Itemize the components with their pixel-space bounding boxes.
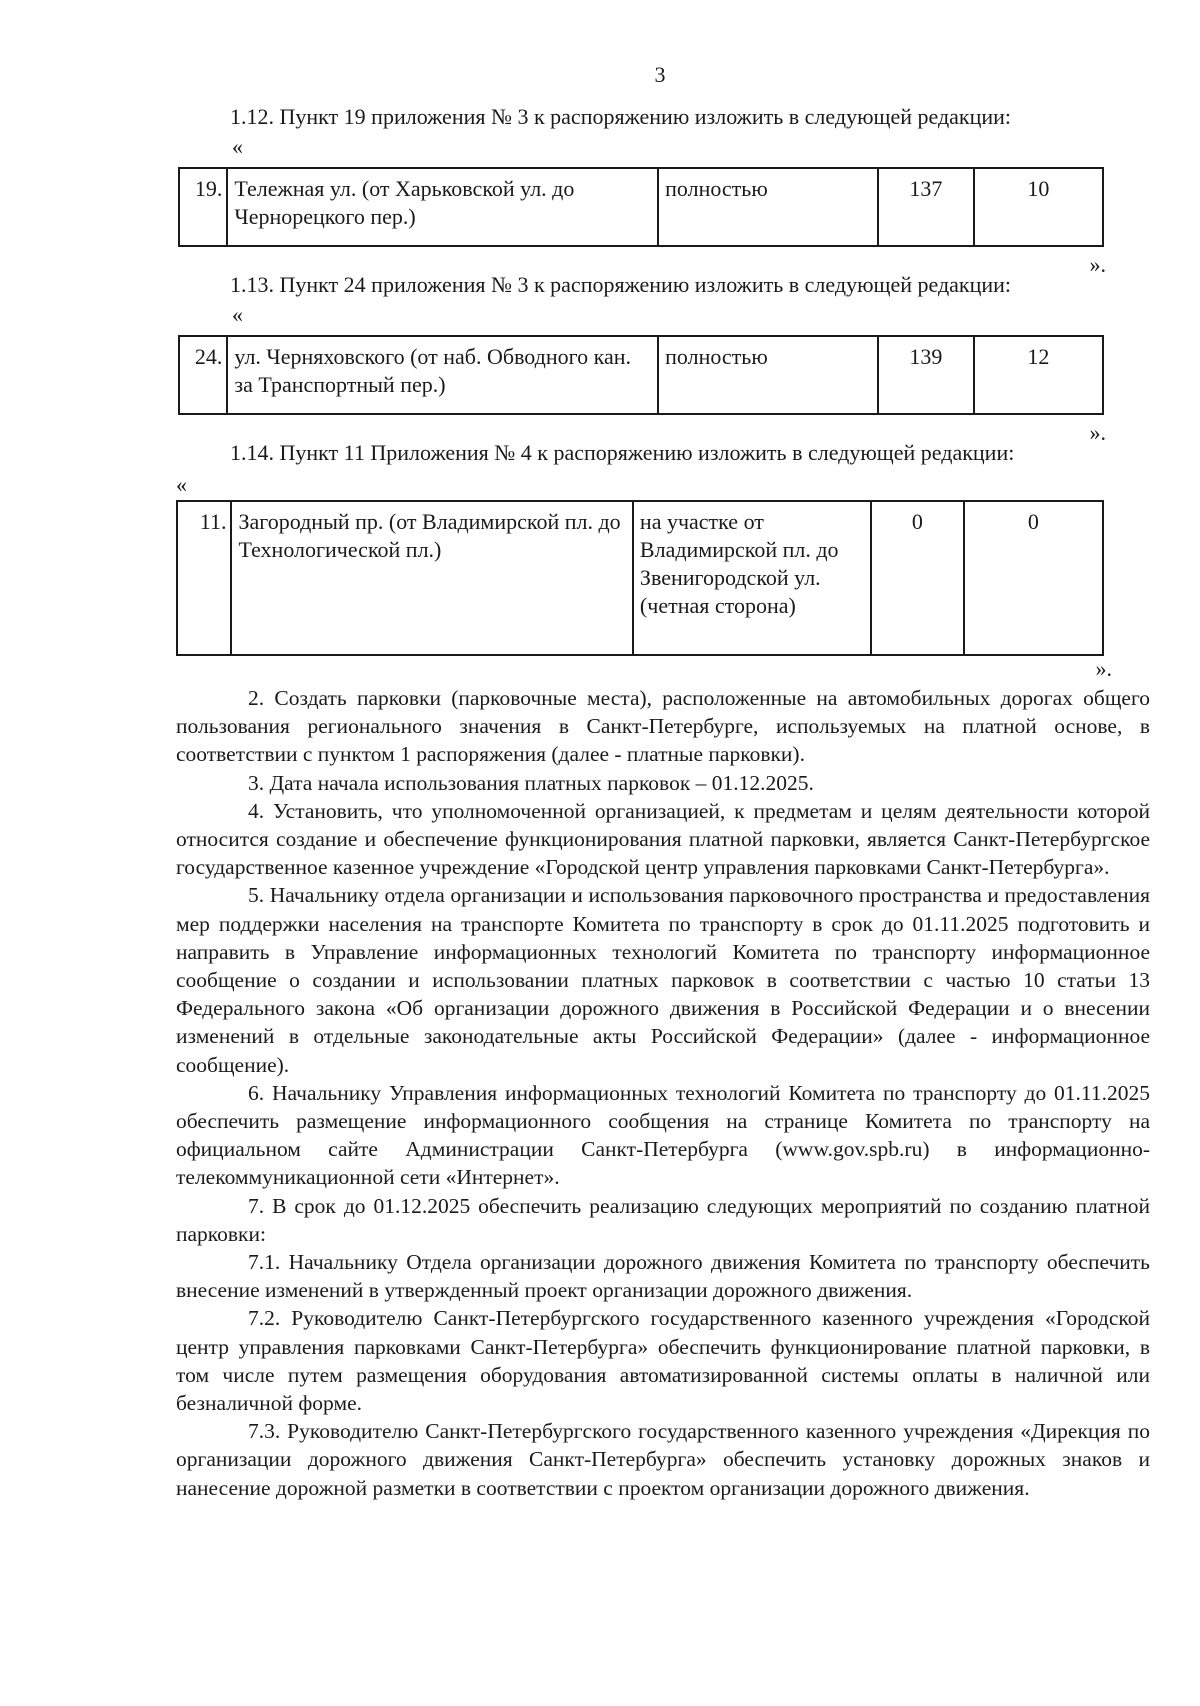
paragraph-5: 5. Начальнику отдела организации и использования парковочного пространства и предоставления мер поддержки населения на транспорте Комитета по транспорту в срок до 01.11.2025 подготовить и направить в Управление информационных технологий Комитета по транспорту информационное сообщение о создании и использовании платных парковок в соответствии с частью 10 статьи 13 Федерального закона «Об организации дорожного движения в Российской Федерации и о внесении изменений в отдельные законодательные акты Российской Федерации» (далее - информационное сообщение). [176, 883, 1150, 1077]
paragraph-2: 2. Создать парковки (парковочные места), расположенные на автомобильных дорогах общего пользования регионального значения в Санкт-Петербурге, используемых на платной основе, в соответствии с пунктом 1 распоряжения (далее - платные парковки). [176, 686, 1150, 767]
row-number: 24. [179, 336, 227, 414]
table-row [177, 501, 1103, 655]
body-text [176, 684, 1150, 1502]
paragraph-7-3: 7.3. Руководителю Санкт-Петербургского государственного казенного учреждения «Дирекция по организации дорожного движения Санкт-Петербурга» обеспечить установку дорожных знаков и нанесение дорожной разметки в соответствии с проектом организации дорожного движения. [176, 1419, 1150, 1500]
close-quote: ». [1089, 252, 1106, 277]
extent-cell: полностью [658, 336, 878, 414]
close-quote: ». [1089, 420, 1106, 445]
amendment-intro-1-13: 1.13. Пункт 24 приложения № 3 к распоряжению изложить в следующей редакции: [230, 272, 1012, 297]
row-number: 19. [179, 168, 227, 246]
row-number: 11. [177, 501, 231, 655]
paragraph-6: 6. Начальнику Управления информационных технологий Комитета по транспорту до 01.11.2025 обеспечить размещение информационного сообщения на странице Комитета по транспорту на официальном сайте Администрации Санкт-Петербурга (www.gov.spb.ru) в информационно-телекоммуникационной сети «Интернет». [176, 1080, 1150, 1190]
street-cell: Загородный пр. (от Владимирской пл. до Технологической пл.) [231, 501, 632, 655]
value-cell-1: 139 [878, 336, 974, 414]
paragraph-7-1: 7.1. Начальнику Отдела организации дорожного движения Комитета по транспорту обеспечить внесение изменений в утвержденный проект организации дорожного движения. [176, 1250, 1150, 1303]
value-cell-1: 0 [871, 501, 964, 655]
open-quote: « [176, 472, 187, 497]
value-cell-2: 10 [974, 168, 1103, 246]
table-row [179, 336, 1103, 414]
paragraph-7: 7. В срок до 01.12.2025 обеспечить реализацию следующих мероприятий по созданию платной парковки: [176, 1193, 1150, 1246]
extent-cell: полностью [658, 168, 878, 246]
paragraph-3: 3. Дата начала использования платных парковок – 01.12.2025. [248, 770, 814, 795]
amendment-intro-1-14: 1.14. Пункт 11 Приложения № 4 к распоряжению изложить в следующей редакции: [230, 440, 1015, 465]
value-cell-2: 12 [974, 336, 1103, 414]
value-cell-1: 137 [878, 168, 974, 246]
paragraph-7-2: 7.2. Руководителю Санкт-Петербургского государственного казенного учреждения «Городской центр управления парковками Санкт-Петербурга» обеспечить функционирование платной парковки, в том числе путем размещения оборудования автоматизированной системы оплаты в наличной или безналичной форме. [176, 1306, 1150, 1416]
open-quote: « [232, 302, 243, 327]
value-cell-2: 0 [964, 501, 1103, 655]
amendment-table-24 [178, 335, 1104, 415]
street-cell: Тележная ул. (от Харьковской ул. до Чернорецкого пер.) [227, 168, 658, 246]
amendment-table-19 [178, 167, 1104, 247]
amendment-intro-1-12: 1.12. Пункт 19 приложения № 3 к распоряжению изложить в следующей редакции: [230, 104, 1012, 129]
extent-cell: на участке от Владимирской пл. до Звенигородской ул. (четная сторона) [633, 501, 871, 655]
amendment-table-11 [176, 500, 1104, 656]
table-row [179, 168, 1103, 246]
close-quote: ». [1095, 656, 1112, 681]
street-cell: ул. Черняховского (от наб. Обводного кан. за Транспортный пер.) [227, 336, 658, 414]
open-quote: « [232, 134, 243, 159]
page-number: 3 [654, 62, 666, 87]
paragraph-4: 4. Установить, что уполномоченной организацией, к предметам и целям деятельности которой относится создание и обеспечение функционирования платной парковки, является Санкт-Петербургское государственное казенное учреждение «Городской центр управления парковками Санкт-Петербурга». [176, 798, 1150, 880]
